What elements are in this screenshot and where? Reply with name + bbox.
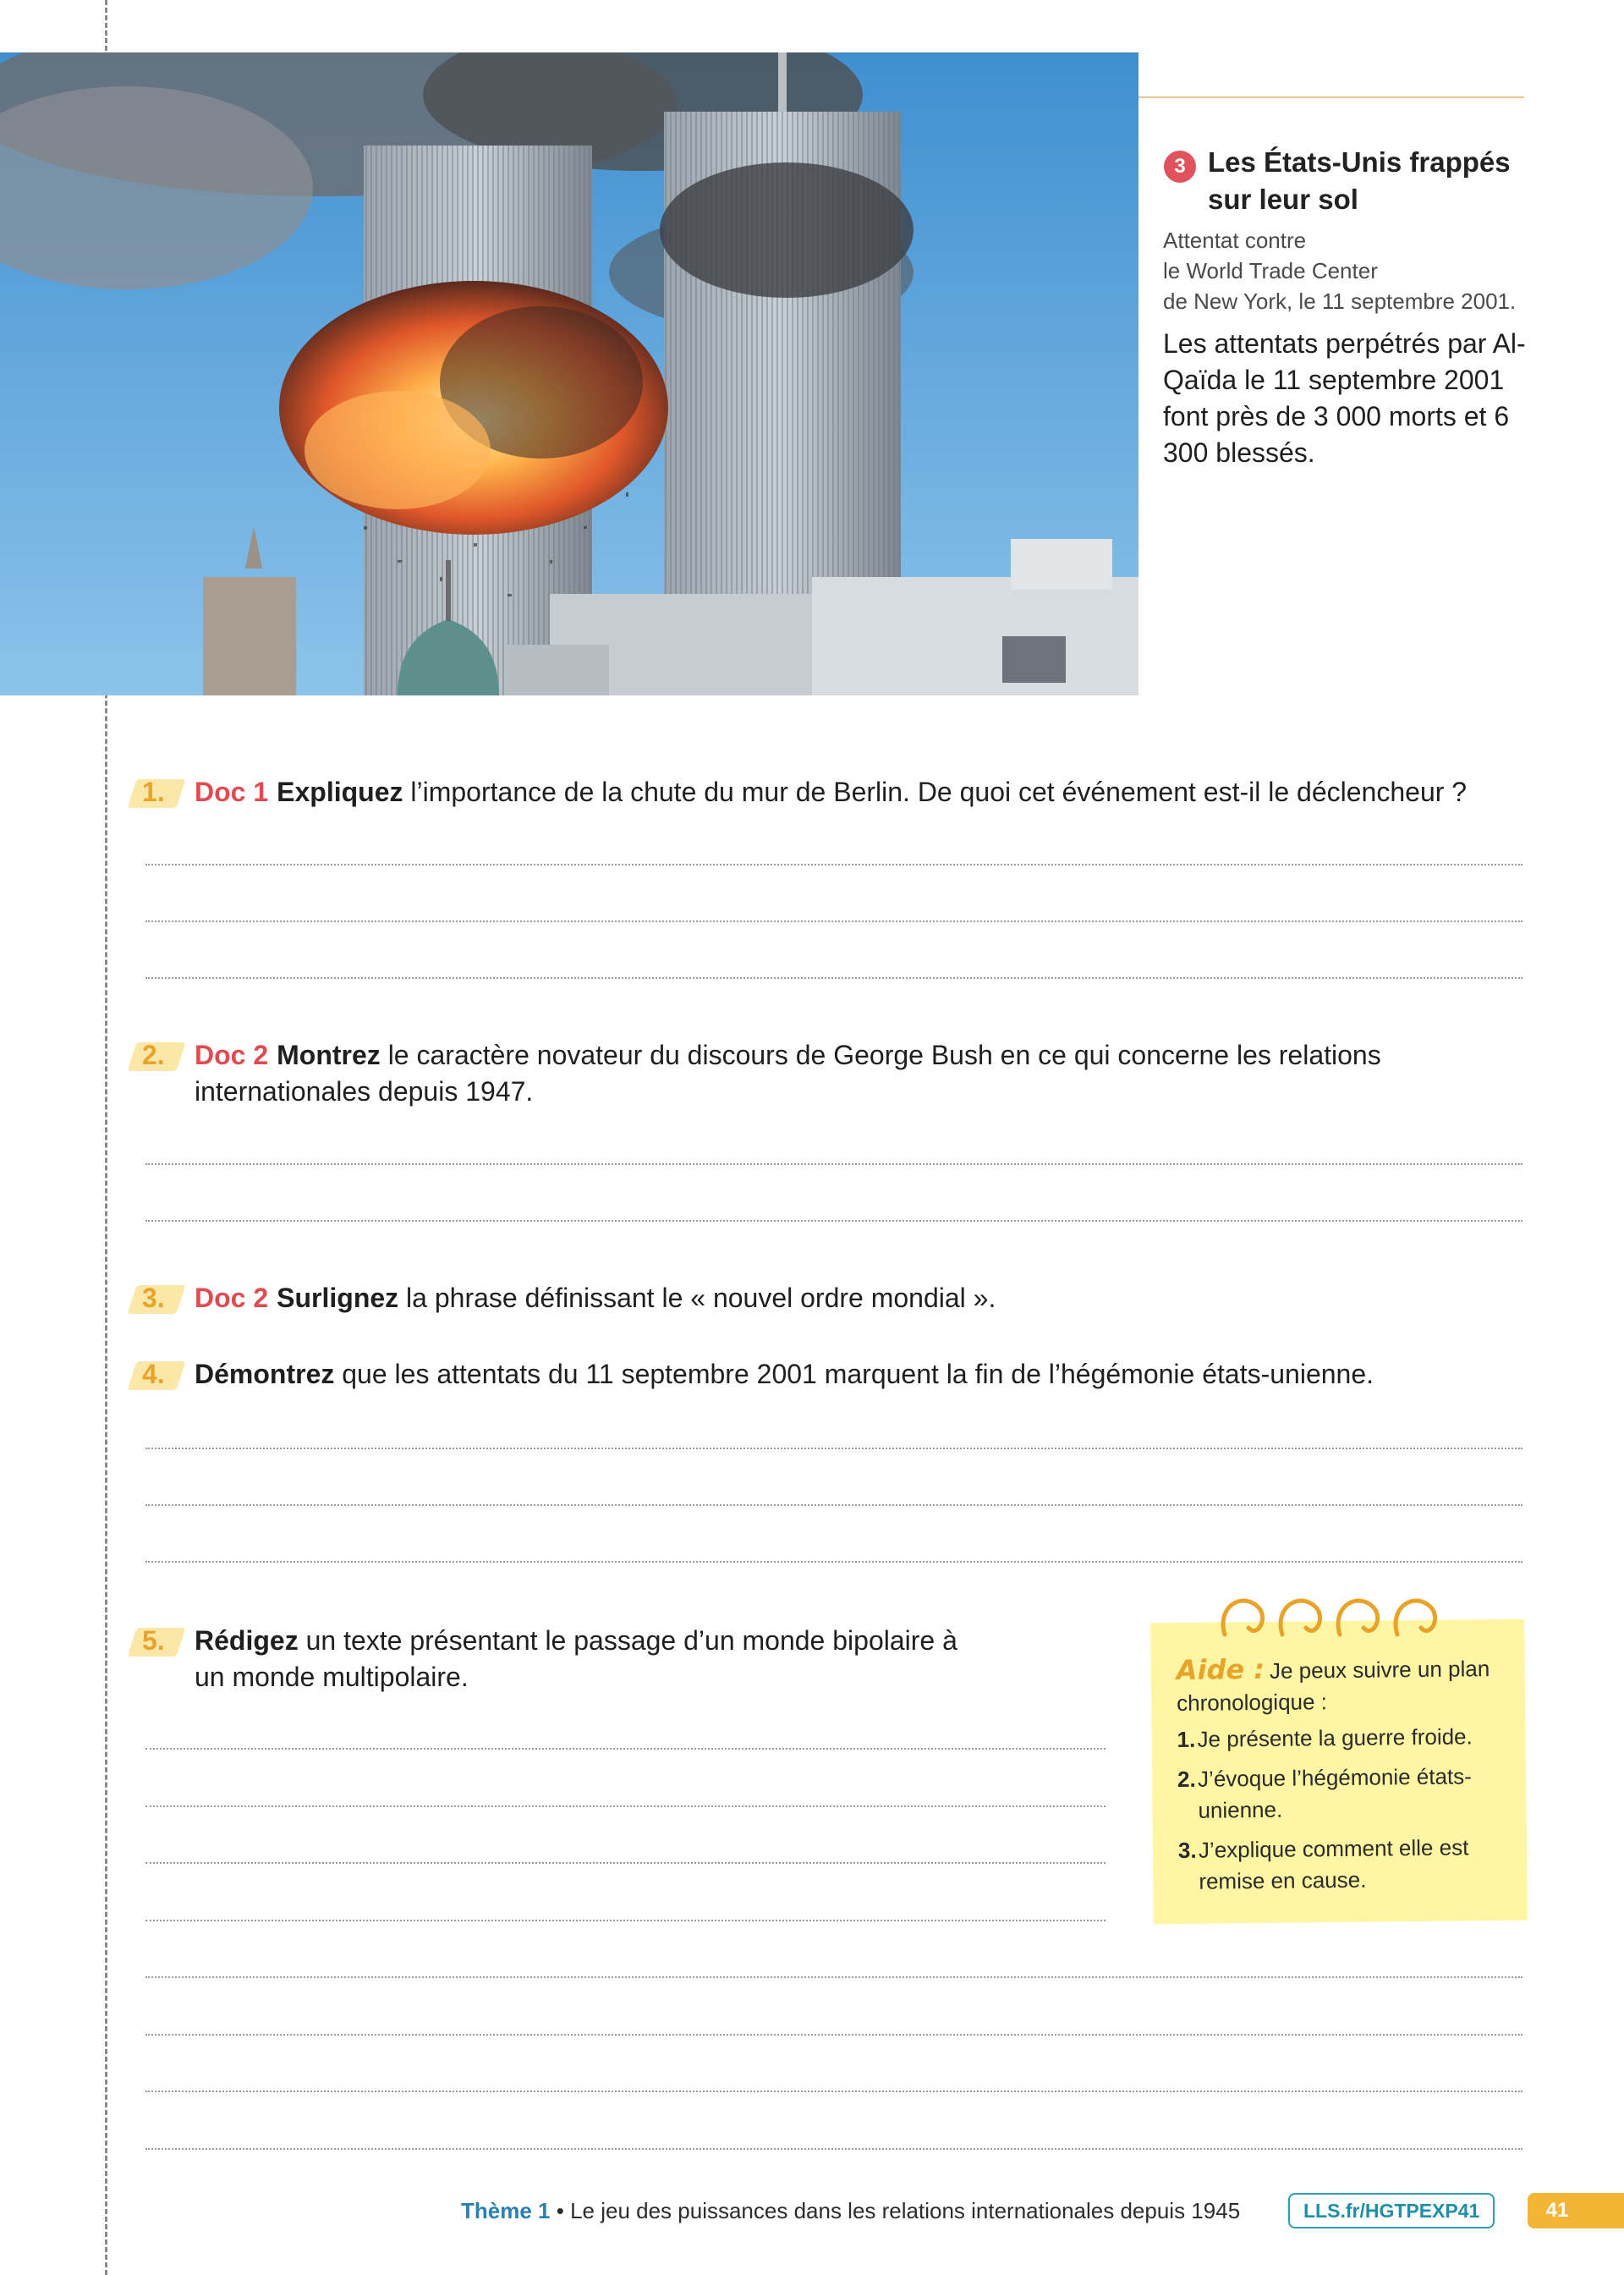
question-number: 5. [142, 1623, 189, 1659]
source-line: de New York, le 11 septembre 2001. [1163, 288, 1517, 314]
answer-line[interactable] [145, 1163, 1522, 1165]
question-verb: Rédigez [195, 1625, 299, 1656]
answer-line[interactable] [145, 1976, 1522, 1978]
help-step [1178, 1832, 1511, 1898]
step-text: Je présente la guerre froide. [1197, 1723, 1473, 1752]
source-line: Attentat contre [1163, 228, 1307, 253]
question-text: le caractère novateur du discours de George Bush en ce qui concerne les relations internationales depuis 1947. [195, 1040, 1381, 1107]
step-number: 2. [1177, 1766, 1196, 1792]
source-line: le World Trade Center [1163, 258, 1378, 283]
question-number: 3. [142, 1280, 189, 1316]
step-number: 3. [1177, 1837, 1197, 1863]
help-step [1177, 1761, 1510, 1827]
question-number: 2. [142, 1037, 189, 1074]
question-text: l’importance de la chute du mur de Berlin. De quoi cet événement est-il le déclencheur ? [403, 777, 1468, 807]
question-2 [142, 1037, 1529, 1110]
page-footer [461, 2191, 1624, 2230]
question-verb: Surlignez [277, 1283, 399, 1313]
answer-line[interactable] [145, 1220, 1522, 1222]
doc-reference: Doc 2 [195, 1040, 269, 1070]
document-description: Les attentats perpétrés par Al-Qaïda le 11 septembre 2001 font près de 3 000 morts et 6 300 blessés. [1163, 328, 1526, 468]
question-5 [142, 1623, 988, 1695]
answer-line[interactable] [145, 1862, 1106, 1864]
help-steps [1177, 1721, 1510, 1898]
question-1 [142, 774, 1529, 811]
footer-separator: • [550, 2198, 571, 2223]
footer-subtitle: Le jeu des puissances dans les relations internationales depuis 1945 [570, 2198, 1241, 2223]
answer-line[interactable] [145, 2034, 1522, 2036]
question-verb: Démontrez [195, 1359, 335, 1389]
question-verb: Expliquez [277, 777, 403, 807]
page-number: 41 [1528, 2193, 1587, 2228]
question-number: 4. [142, 1356, 189, 1393]
step-text: J’évoque l’hégémonie états-unienne. [1197, 1763, 1472, 1823]
answer-line[interactable] [145, 1561, 1522, 1563]
question-text: que les attentats du 11 septembre 2001 marquent la fin de l’hégémonie états-unienne. [334, 1359, 1374, 1389]
question-text: la phrase définissant le « nouvel ordre mondial ». [398, 1283, 996, 1313]
question-3 [142, 1280, 1529, 1316]
answer-line[interactable] [145, 1920, 1106, 1921]
question-verb: Montrez [277, 1040, 381, 1070]
help-step [1177, 1721, 1508, 1756]
caption-top-rule [1138, 96, 1524, 98]
answer-line[interactable] [145, 1805, 1106, 1807]
answer-line[interactable] [145, 1748, 1106, 1750]
wtc-attack-photo [0, 52, 1138, 695]
document-title-block [1164, 144, 1536, 218]
help-intro: Je peux suivre un plan chronologique : [1176, 1656, 1490, 1717]
document-number-badge: 3 [1164, 151, 1196, 183]
help-label: Aide : [1176, 1652, 1265, 1687]
question-number: 1. [142, 774, 189, 811]
question-4 [142, 1356, 1529, 1393]
document-source [1163, 225, 1535, 316]
answer-line[interactable] [145, 2148, 1522, 2150]
answer-line[interactable] [145, 977, 1522, 979]
doc-reference: Doc 2 [195, 1283, 269, 1313]
answer-line[interactable] [145, 2091, 1522, 2092]
step-text: J’explique comment elle est remise en cause. [1198, 1834, 1469, 1894]
answer-line[interactable] [145, 920, 1522, 922]
lls-link[interactable]: LLS.fr/HGTPEXP41 [1288, 2193, 1495, 2228]
help-sticky-note [1150, 1619, 1528, 1925]
step-number: 1. [1177, 1726, 1196, 1753]
answer-line[interactable] [145, 864, 1522, 865]
footer-theme: Thème 1 [461, 2198, 551, 2223]
doc-reference: Doc 1 [195, 777, 269, 807]
question-text: un texte présentant le passage d’un monde bipolaire à un monde multipolaire. [195, 1625, 957, 1692]
answer-line[interactable] [145, 1448, 1522, 1449]
answer-line[interactable] [145, 1504, 1522, 1506]
document-title: Les États-Unis frappés sur leur sol [1208, 146, 1511, 215]
spiral-binding-icon [1216, 1591, 1462, 1641]
